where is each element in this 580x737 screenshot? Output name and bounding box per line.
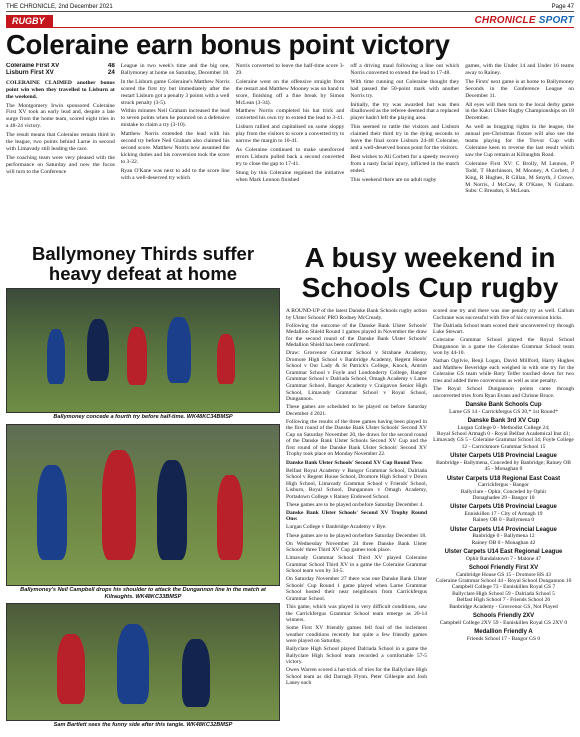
article-paragraph: The Montgomery Irwin sponsored Coleraine First XV took an early lead and, despite a late surge from the home team, scored eight tries in a 48-24 victory. — [6, 102, 115, 130]
section-tag: RUGBY — [6, 15, 53, 27]
schools-paragraph: The Royal School Dungannon points came through unconverted tries from Ryan Evans and Chrisne Bruce. — [433, 386, 574, 399]
photo-caption-1: Ballymoney concede a fourth try before half-time. WK48KC34BMSP — [53, 414, 233, 420]
schools-paragraph: Owen Warren scored a hat-trick of tries for the Ballyclare High School team as did Darragh Flynn. Peter Gillespie and Josh Laney each — [286, 667, 427, 687]
schools-paragraph: Following the outcome of the Danske Bank Ulster Schools' Medallion Shield Round 1 games played in November the draw for the second round of the Danske Bank Ulster Schools' Medallion Shield has been confirmed. — [286, 322, 427, 349]
article-paragraph: The result means that Coleraine remain third in the league, two points behind Larne in second with Limavady still leading the race. — [6, 132, 115, 152]
schools-cup-story — [286, 241, 574, 731]
schools-paragraph: On Saturday November 27 there was one Danske Bank Ulster Schools' Cup Round 1 game played when Larne Grammar School hosted their near neighbours from Carrickfergus Grammar School. — [286, 576, 427, 602]
article-paragraph: Norris converted to leave the half-time score 3-29. — [235, 63, 345, 76]
article-paragraph: Ryan O'Kane was next to add to the score line with a well-deserved try which — [120, 167, 230, 181]
results-heading: Ulster Carpets U14 Provincial League — [450, 526, 557, 533]
schools-paragraph: The Dalriada School team scored their unconverted try through Luke Stewart. — [433, 322, 574, 336]
article-paragraph: Within minutes Neil Graham increased the lead to seven points when he pounced on a defensive mistake to claim a try (3-10). — [120, 108, 230, 129]
results-heading: Schools Friendly 2XV — [472, 613, 535, 620]
results-heading: School Friendly First XV — [468, 565, 539, 572]
result-line: Campbell College 73 - Enniskillen Royal GS 7 — [451, 584, 556, 591]
article-paragraph: League in two week's time and the big one, Ballymoney at home on Saturday, December 18. — [120, 63, 230, 76]
article-paragraph: The coaching team were very pleased with the performance on Saturday and now the focus will turn to the Conference — [6, 154, 115, 175]
article-paragraph: With time running out Coleraine thought they had passed the 50-point mark with another Norris try. — [350, 78, 460, 99]
schools-paragraph: Lurgan College v Banbridge Academy v Bye. — [286, 524, 387, 531]
result-line: Campbell College 2XV 59 - Enniskillen Royal GS 2XV 0 — [439, 619, 568, 626]
rugby-photo-1 — [6, 288, 280, 413]
article-paragraphs — [6, 80, 115, 176]
result-line: Larne GS 14 - Carrickfergus GS 20,* 1st Round* — [449, 408, 558, 415]
schools-paragraph: Limavady Grammar School Third XV played Coleraine Grammar School Third XV in a game the Coleraine Grammar School team won by 34-5. — [286, 555, 427, 575]
main-headline: Coleraine earn bonus point victory — [6, 29, 450, 60]
article-paragraph: As Coleraine continued to make unenforced errors Lisburn pulled back a second converted try to close the gap to 17-41. — [235, 146, 345, 167]
result-line: Rainey OB 0 - Monaghan 42 — [471, 539, 536, 546]
schools-paragraph: Belfast Royal Academy v Bangor Grammar School, Dalriada School v Regent House School, Dromore High School v Down High School, Limavady Grammar School v Friends' School, Lisburn, Royal School, Dungannon v Omagh Academy, Portadown College v Rainey Endowed School. — [286, 467, 427, 500]
score-line-2: Lisburn First XV 24 — [6, 68, 115, 76]
brand-logo — [474, 15, 574, 26]
result-line: Royal School Armagh 0 - Royal Belfast Academical Inst 41; Limavady GS 5 - Coleraine Grammar School 34; Foyle College 12 - Carrickmore Grammar School 15 — [433, 431, 574, 450]
results-heading: Danske Bank 3rd XV Cup — [467, 418, 540, 425]
article-paragraph: All eyes will then turn to the local derby game in the Kukri Ulster Rugby Championships on 18 December. — [465, 101, 574, 122]
result-line: Ballyclare - Ophir, Conceded by Ophir — [460, 488, 547, 495]
photo-caption-3: Sam Bartlett sees the funny side after this tangle. WK48KC32BMSP — [53, 722, 233, 729]
article-column-2 — [121, 63, 230, 238]
result-line: Banbridge - Ballymena, Conceded by Banbridge; Rainey OB 45 - Monaghan 0 — [436, 459, 571, 473]
ballymoney-story — [6, 241, 280, 731]
article-column-5 — [465, 63, 574, 238]
brand-sport: SPORT — [538, 15, 574, 26]
schools-paragraph: Some First XV friendly games fell foul of the inclement weather conditions recently but quite a few friendly games were played on Saturday. — [286, 625, 427, 645]
result-line: Carrickfergus - Bangor — [478, 482, 529, 489]
result-line: Belfast High School 7 - Friends School 26 — [456, 597, 551, 604]
article-paragraph: Best wishes to Ali Corbett for a speedy recovery from a nasty facial injury, inflicted in the match ended. — [350, 153, 460, 174]
schools-paragraph: Nathan Ogilvie, Benji Logan, David Millford, Harry Hughes and Matthew Beveridge each weighed in with one try for the Coleraine GS team while Rory Telfer touched down for two tries and added three conversions as well as one penalty. — [433, 358, 574, 384]
score-line-1: Coleraine First XV 48 — [6, 63, 115, 69]
result-line: Banbridge 0 - Ballymena 12 — [472, 533, 535, 540]
result-line: Cambridge House GS 15 - Dromore HS 43 — [456, 571, 551, 578]
schools-paragraph: scored one try and there was one penalty try as well. Callum Cochrane was successful with five of his conversion kicks. — [433, 308, 574, 321]
article-column-4 — [350, 63, 459, 238]
page-number: Page 47 — [551, 3, 574, 10]
article-column-1 — [6, 63, 115, 238]
article-paragraph: This weekend there are no adult rugby — [350, 176, 437, 183]
article-paragraph: Lisburn rallied and capitalised on some sloppy play from the visitors to score a converted try to narrow the margin to 10-41. — [235, 124, 345, 145]
article-paragraph: Coleraine First XV: C Brolly, M Lennon, P Todd, T Hutchinson, M Mooney, A Corbett, J King, R Hughes, R Gillan, M Smyth, J Crowe, M Norris, J McCaw, R O'Kane, N Graham. Subs: C Breadon, S McLean. — [465, 160, 574, 195]
results-heading: Ulster Carpets U18 Provincial League — [450, 453, 557, 460]
schools-paragraph: Danske Bank Ulster Schools' Second XV Trophy Round One: — [286, 509, 427, 523]
brand-chronicle: CHRONICLE — [474, 15, 536, 26]
article-paragraph: In the Lisburn game Coleraine's Matthew Norris scored the first try but immediately after the restart Lisburn got a penalty 3 points with a well struck penalty (3-5). — [120, 78, 230, 106]
result-line: Lurgan College 0 - Methodist College 24; — [457, 424, 550, 431]
schools-column-1 — [286, 308, 427, 737]
article-paragraph: games, with the Under 14 and Under 16 teams away to Rainey. — [465, 63, 574, 76]
article-paragraph: This seemed to rattle the visitors and Lisburn claimed their third try in the dying seconds to leave the final score Lisburn 24-48 Coleraine, and a well-deserved bonus point for the visitors. — [350, 124, 460, 151]
schools-columns — [286, 308, 574, 737]
schools-paragraph: Ballyclare High School played Dalriada School in a game the Ballyclare High School team recorded a comfortable 57-5 victory. — [286, 646, 427, 666]
photo-caption-2: Ballymoney's Neil Campbell drops his shoulder to attack the Dungannon line in the match at Kilraughts. WK48KC33BMSP — [20, 586, 266, 600]
schools-paragraph: Coleraine Grammar School played the Royal School Dungannon in a game the Coleraine Grammar School team won by 44-10. — [433, 337, 574, 357]
article-paragraph: Coleraine went on the offensive straight from the restart and Matthew Mooney was on hand to score, finishing off a fine break by Simon McLean (3-34). — [235, 78, 345, 106]
schools-paragraph: Following the results of the three games having been played in the first round of the Danske Bank Ulster Schools' Second XV Cup on Saturday November 20, the draws for the second round of the Danske Bank Ulster Schools Second XV Cup and the first round of the Danske Bank Ulster Schools' Second XV Trophy took place on Monday November 22. — [286, 418, 427, 458]
result-line: Ophir Randalstown 7 - Malone 47 — [465, 555, 542, 562]
article-paragraph: The Firsts' next game is at home to Ballymoney Seconds in the Conference League on December 11. — [465, 78, 574, 99]
results-heading: Ulster Carpets U18 Regional East Coast — [446, 475, 561, 482]
schools-paragraph: This game, which was played in very difficult conditions, saw the Carrickfergus Grammar School team emerge as 20-14 winners. — [286, 603, 427, 624]
results-heading: Medallion Friendly A — [474, 628, 533, 635]
article-paragraph: COLERAINE CLAIMED another bonus point win when they travelled to Lisburn at the weekend. — [6, 79, 115, 100]
ballymoney-headline: Ballymoney Thirds suffer heavy defeat at home — [31, 243, 255, 284]
result-line: Coleraine Grammar School 44 - Royal School Dungannon 10 — [435, 577, 572, 584]
paper-date: THE CHRONICLE, 2nd December 2021 — [6, 3, 113, 10]
article-paragraph: Stung by this Coleraine regained the initiative when Mark Lennon finished — [235, 169, 345, 183]
main-article — [6, 63, 574, 238]
rugby-photo-3 — [6, 603, 280, 721]
result-line: Enniskillen 17 - City of Armagh 19 — [464, 510, 543, 517]
article-paragraph: Initially, the try was awarded but was then disallowed as the referee deemed that a replaced player hadn't left the playing area. — [350, 101, 460, 122]
schools-column-2 — [433, 308, 574, 737]
article-paragraph: Matthew Norris extended the lead with his second try before Neil Graham also claimed his second score. Matthew Norris now assumed the kicking duties and his conversion took the score to 3-22. — [120, 131, 230, 165]
result-line: Ballyclare High School 59 - Dalriada School 5 — [452, 590, 555, 597]
section-bar — [6, 14, 574, 28]
schools-paragraph: Danske Bank Ulster Schools' Second XV Cup Round Two: — [286, 459, 423, 466]
result-line: Donaghadee 29 - Bangor 10 — [472, 494, 535, 501]
result-line: Friends School 17 - Bangor GS 0 — [466, 635, 541, 642]
schools-paragraph: Draw: Grosvenor Grammar School v Strabane Academy, Dromore High School v Banbridge Academy, Regent House School v Our Lady & St Patrick's College, Knock, Antrim Grammar School v Foyle and Londonderry College, Bangor Grammar School v Dalriada School, Omagh Academy v Larne Grammar School, Bangor Academy v Craigavon Senior High School, Limavady Grammar School v Royal School, Dungannon. — [286, 350, 427, 403]
result-line: Banbridge Academy - Grosvenor GS, Not Played — [449, 603, 558, 610]
rugby-photo-2 — [6, 424, 280, 586]
schools-paragraph: On Wednesday November 24 three Danske Bank Ulster Schools' three Third XV Cup games took place. — [286, 540, 427, 554]
article-column-3 — [236, 63, 345, 238]
results-heading: Ulster Carpets U16 Provincial League — [450, 504, 557, 511]
schools-paragraph: These games are to be played on/before Saturday December 18. — [286, 532, 427, 539]
results-heading: Danske Bank Schools Cup — [465, 402, 542, 409]
results-heading: Ulster Carpets U14 East Regional League — [444, 549, 563, 556]
result-line: Rainey OB 0 - Ballymena 0 — [472, 517, 535, 524]
page-header — [6, 2, 574, 12]
schools-headline: A busy weekend in Schools Cup rugby — [301, 242, 559, 303]
schools-paragraph: These games are to be played on/before Saturday December 4. — [286, 501, 424, 508]
schools-paragraph: These games are scheduled to be played on before Saturday December 4 2021. — [286, 404, 427, 417]
article-paragraph: off a driving maul following a line out which Norris converted to extend the lead to 17-48. — [350, 63, 460, 76]
article-paragraph: Matthew Norris completed his hat trick and converted his own try to extend the lead to 3-41. — [235, 108, 345, 122]
article-paragraph: As well as bragging rights in the league, the annual pre-Christmas fixture will also see the teams playing for the Trevor Cup with Coleraine keen to reverse the last result which saw the Cup remain at Kilraughts Road. — [465, 124, 574, 158]
schools-paragraph: A ROUND-UP of the latest Danske Bank Schools rugby action by Ulster Schools' PRO Rodney McCready. — [286, 308, 427, 321]
